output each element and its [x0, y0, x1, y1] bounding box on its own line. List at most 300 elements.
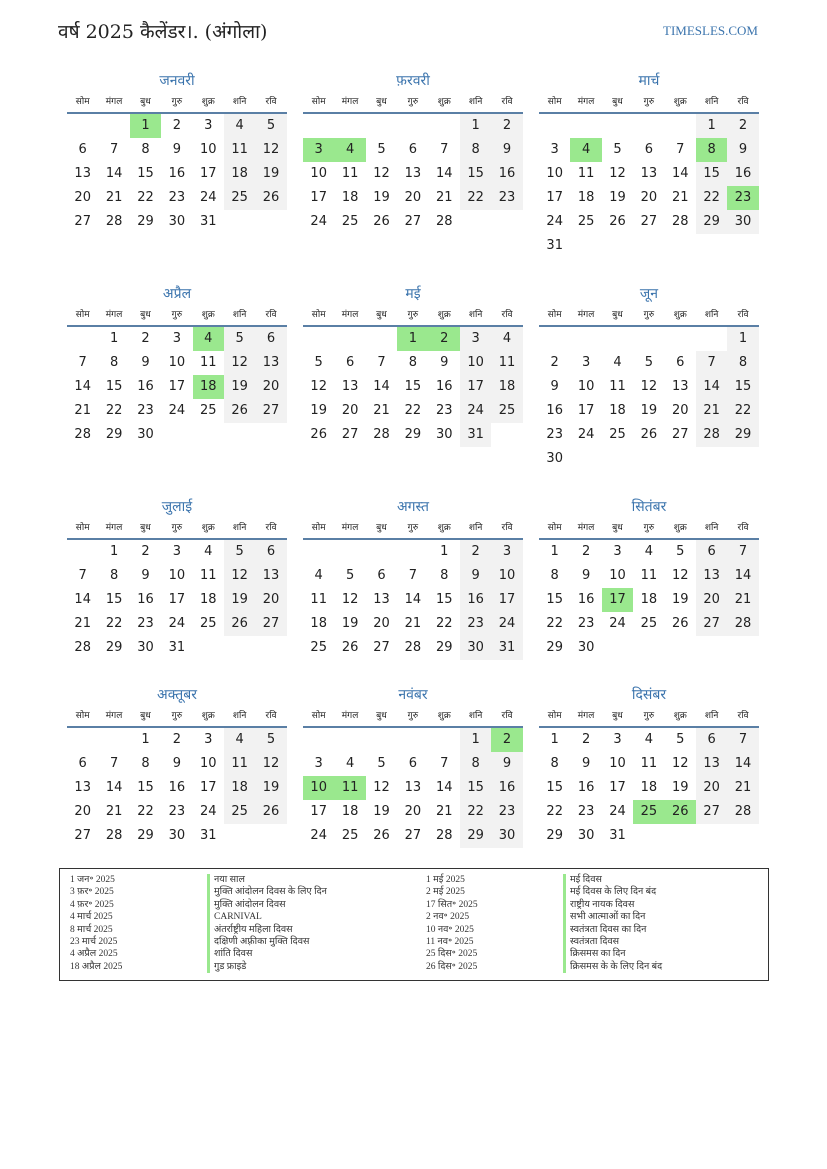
- day-cell: 14: [696, 375, 727, 399]
- day-cell: 5: [676, 732, 685, 747]
- day-cell: 16: [491, 776, 522, 800]
- weekday-label: बुध: [140, 310, 151, 320]
- day-cell: 14: [74, 379, 91, 394]
- day-cell: 1: [696, 114, 727, 138]
- day-cell: 2: [429, 327, 460, 351]
- day-cell: 4: [193, 327, 224, 351]
- week-row: [539, 752, 759, 776]
- day-cell: 20: [696, 588, 727, 612]
- day-cell: 24: [609, 804, 626, 819]
- day-cell: 8: [550, 568, 559, 583]
- day-cell: 4: [491, 327, 522, 351]
- week-row: [303, 375, 523, 399]
- day-cell: 11: [334, 776, 365, 800]
- day-cell: 14: [435, 780, 453, 795]
- day-cell: 18: [609, 403, 626, 418]
- week-row: [303, 327, 523, 351]
- week-row: [539, 776, 759, 800]
- day-cell: 31: [460, 423, 491, 447]
- day-cell: 28: [373, 427, 390, 442]
- day-cell: 27: [341, 427, 359, 442]
- empty-cell: [665, 114, 696, 138]
- weekday-label: शुक्र: [673, 310, 687, 320]
- empty-cell: [255, 824, 286, 848]
- day-cell: 8: [141, 142, 150, 157]
- day-cell: 8: [460, 752, 491, 776]
- weekday-label: शनि: [232, 97, 247, 107]
- day-cell: 6: [408, 142, 417, 157]
- holiday-date: 23 मार्च 2025: [70, 937, 118, 948]
- weekday-label: शनि: [468, 97, 483, 107]
- day-cell: 16: [137, 379, 154, 394]
- day-cell: 6: [408, 756, 417, 771]
- weekday-label: बुध: [140, 711, 151, 721]
- empty-cell: [255, 636, 286, 660]
- day-cell: 17: [602, 588, 633, 612]
- day-cell: 31: [491, 636, 522, 660]
- day-cell: 21: [404, 616, 422, 631]
- weekday-label: सोम: [75, 523, 90, 533]
- day-cell: 3: [491, 540, 522, 564]
- week-row: [303, 612, 523, 636]
- day-cell: 9: [172, 142, 181, 157]
- holiday-date: 4 फ़र॰ 2025: [70, 899, 114, 910]
- day-cell: 31: [609, 828, 626, 843]
- day-cell: 11: [224, 752, 255, 776]
- month-4: [67, 283, 287, 447]
- empty-cell: [303, 114, 334, 138]
- empty-cell: [460, 210, 491, 234]
- empty-cell: [696, 824, 727, 848]
- empty-cell: [224, 210, 255, 234]
- day-cell: 22: [460, 800, 491, 824]
- weekday-label: शनि: [232, 523, 247, 533]
- day-cell: 6: [696, 728, 727, 752]
- day-cell: 12: [224, 351, 255, 375]
- day-cell: 1: [141, 732, 150, 747]
- weekday-label: गुरु: [407, 523, 419, 533]
- day-cell: 7: [440, 756, 449, 771]
- day-cell: 4: [570, 138, 601, 162]
- empty-cell: [696, 234, 727, 258]
- day-cell: 20: [404, 804, 422, 819]
- weekday-label: सोम: [311, 711, 326, 721]
- weekday-label: रवि: [265, 310, 277, 320]
- day-cell: 10: [168, 568, 186, 583]
- day-cell: 17: [168, 379, 186, 394]
- day-cell: 3: [613, 732, 622, 747]
- day-cell: 29: [546, 640, 563, 655]
- holiday-name: मई दिवस के लिए दिन बंद: [563, 886, 662, 898]
- empty-cell: [633, 636, 664, 660]
- day-cell: 12: [671, 568, 689, 583]
- weekday-label: मंगल: [105, 523, 123, 533]
- weekday-label: शुक्र: [201, 310, 215, 320]
- month-name: मई: [405, 286, 421, 302]
- day-cell: 9: [550, 379, 559, 394]
- week-row: [67, 423, 287, 447]
- empty-cell: [303, 728, 334, 752]
- day-cell: 27: [640, 214, 658, 229]
- week-row: [303, 800, 523, 824]
- holiday-name: मुक्ति आंदोलन दिवस के लिए दिन: [207, 886, 327, 898]
- week-row: [303, 752, 523, 776]
- weekday-label: शुक्र: [673, 97, 687, 107]
- day-cell: 10: [460, 351, 491, 375]
- week-row: [539, 728, 759, 752]
- weekday-label: शुक्र: [673, 523, 687, 533]
- weekday-header: [303, 307, 523, 327]
- week-row: [303, 564, 523, 588]
- day-cell: 5: [255, 114, 286, 138]
- week-row: [303, 588, 523, 612]
- holiday-date: 18 अप्रैल 2025: [70, 961, 123, 972]
- day-cell: 17: [199, 166, 217, 181]
- week-row: [303, 210, 523, 234]
- day-cell: 11: [199, 355, 217, 370]
- day-cell: 26: [255, 186, 286, 210]
- day-cell: 1: [440, 544, 449, 559]
- day-cell: 25: [577, 214, 595, 229]
- day-cell: 21: [671, 190, 689, 205]
- empty-cell: [67, 327, 98, 351]
- day-cell: 6: [696, 540, 727, 564]
- day-cell: 5: [644, 355, 653, 370]
- month-name: जनवरी: [159, 73, 195, 89]
- day-cell: 13: [74, 166, 91, 181]
- week-row: [539, 186, 759, 210]
- weekday-label: मंगल: [577, 523, 595, 533]
- day-cell: 30: [435, 427, 453, 442]
- day-cell: 7: [408, 568, 417, 583]
- holiday-dates-left: [70, 874, 122, 973]
- month-name: फ़रवरी: [396, 73, 430, 89]
- day-cell: 24: [310, 214, 327, 229]
- day-cell: 11: [491, 351, 522, 375]
- weekday-header: [539, 708, 759, 728]
- day-cell: 24: [168, 403, 186, 418]
- week-row: [67, 210, 287, 234]
- day-cell: 19: [373, 190, 390, 205]
- day-cell: 5: [314, 355, 323, 370]
- day-cell: 11: [199, 568, 217, 583]
- weekday-label: गुरु: [407, 97, 419, 107]
- day-cell: 11: [310, 592, 327, 607]
- empty-cell: [491, 210, 522, 234]
- day-cell: 28: [727, 612, 758, 636]
- holiday-name: दक्षिणी अफ़्रीका मुक्ति दिवस: [207, 936, 327, 948]
- week-row: [303, 186, 523, 210]
- day-cell: 15: [460, 776, 491, 800]
- day-cell: 22: [137, 804, 154, 819]
- day-cell: 23: [137, 403, 154, 418]
- empty-cell: [193, 423, 224, 447]
- day-cell: 29: [404, 427, 422, 442]
- holiday-name: स्वतंत्रता दिवस का दिन: [563, 924, 662, 936]
- day-cell: 6: [255, 327, 286, 351]
- day-cell: 21: [105, 190, 123, 205]
- day-cell: 26: [671, 616, 689, 631]
- day-cell: 10: [577, 379, 595, 394]
- month-3: [539, 70, 759, 258]
- day-cell: 19: [671, 592, 689, 607]
- weekday-label: रवि: [501, 310, 513, 320]
- empty-cell: [727, 234, 758, 258]
- day-cell: 23: [491, 800, 522, 824]
- day-cell: 21: [74, 403, 91, 418]
- day-cell: 1: [460, 114, 491, 138]
- day-cell: 26: [373, 828, 390, 843]
- empty-cell: [633, 447, 664, 471]
- day-cell: 2: [172, 732, 181, 747]
- holiday-name: मुक्ति आंदोलन दिवस: [207, 899, 327, 911]
- day-cell: 9: [581, 756, 591, 771]
- day-cell: 18: [640, 592, 658, 607]
- empty-cell: [366, 728, 397, 752]
- day-cell: 12: [255, 138, 286, 162]
- day-cell: 24: [310, 828, 327, 843]
- day-cell: 30: [137, 427, 154, 442]
- weekday-label: बुध: [140, 523, 151, 533]
- weekday-label: सोम: [547, 310, 562, 320]
- month-name: सितंबर: [631, 499, 667, 515]
- day-cell: 9: [491, 138, 522, 162]
- empty-cell: [727, 636, 758, 660]
- week-row: [539, 138, 759, 162]
- weekday-label: बुध: [612, 711, 623, 721]
- day-cell: 16: [137, 592, 154, 607]
- day-cell: 22: [435, 616, 453, 631]
- empty-cell: [696, 327, 727, 351]
- holiday-name: CARNIVAL: [207, 911, 327, 923]
- day-cell: 8: [727, 351, 758, 375]
- day-cell: 12: [609, 166, 626, 181]
- weekday-label: गुरु: [643, 711, 655, 721]
- week-row: [303, 776, 523, 800]
- weekday-header: [67, 708, 287, 728]
- day-cell: 1: [727, 327, 758, 351]
- day-cell: 8: [440, 568, 449, 583]
- day-cell: 18: [199, 592, 217, 607]
- day-cell: 23: [491, 186, 522, 210]
- day-cell: 17: [491, 588, 522, 612]
- empty-cell: [366, 114, 397, 138]
- day-cell: 22: [460, 186, 491, 210]
- day-cell: 14: [727, 564, 758, 588]
- day-cell: 30: [460, 636, 491, 660]
- day-cell: 11: [341, 166, 359, 181]
- week-row: [303, 824, 523, 848]
- day-cell: 4: [644, 732, 653, 747]
- day-cell: 26: [373, 214, 390, 229]
- day-cell: 27: [255, 612, 286, 636]
- week-row: [67, 327, 287, 351]
- day-cell: 13: [671, 379, 689, 394]
- week-row: [539, 423, 759, 447]
- day-cell: 13: [255, 564, 286, 588]
- week-row: [539, 447, 759, 471]
- day-cell: 22: [105, 403, 123, 418]
- day-cell: 9: [460, 564, 491, 588]
- day-cell: 23: [577, 616, 595, 631]
- day-cell: 4: [334, 138, 365, 162]
- day-cell: 21: [435, 190, 453, 205]
- day-cell: 30: [577, 640, 595, 655]
- day-cell: 9: [141, 355, 150, 370]
- weekday-label: गुरु: [171, 711, 183, 721]
- day-cell: 10: [609, 568, 626, 583]
- day-cell: 15: [546, 592, 563, 607]
- day-cell: 25: [609, 427, 626, 442]
- empty-cell: [665, 234, 696, 258]
- day-cell: 1: [460, 728, 491, 752]
- week-row: [67, 752, 287, 776]
- day-cell: 28: [105, 828, 123, 843]
- weekday-label: गुरु: [171, 97, 183, 107]
- empty-cell: [633, 234, 664, 258]
- day-cell: 29: [696, 210, 727, 234]
- empty-cell: [570, 447, 601, 471]
- day-cell: 17: [199, 780, 217, 795]
- weekday-label: रवि: [501, 97, 513, 107]
- day-cell: 27: [404, 828, 422, 843]
- day-cell: 17: [460, 375, 491, 399]
- weekday-header: [539, 94, 759, 114]
- weekday-label: गुरु: [407, 310, 419, 320]
- day-cell: 21: [373, 403, 390, 418]
- weekday-label: रवि: [265, 97, 277, 107]
- day-cell: 27: [255, 399, 286, 423]
- weekday-label: बुध: [612, 310, 623, 320]
- holiday-list: [59, 868, 769, 981]
- week-row: [539, 612, 759, 636]
- day-cell: 4: [345, 756, 355, 771]
- empty-cell: [602, 636, 633, 660]
- day-cell: 30: [546, 451, 563, 466]
- weekday-header: [67, 307, 287, 327]
- weekday-header: [539, 520, 759, 540]
- day-cell: 1: [109, 544, 119, 559]
- weekday-label: रवि: [501, 523, 513, 533]
- weekday-label: गुरु: [643, 523, 655, 533]
- day-cell: 5: [255, 728, 286, 752]
- week-row: [67, 162, 287, 186]
- weekday-label: मंगल: [341, 711, 359, 721]
- week-row: [539, 162, 759, 186]
- day-cell: 11: [640, 568, 658, 583]
- holiday-date: 26 दिस॰ 2025: [426, 961, 478, 972]
- weekday-header: [67, 520, 287, 540]
- week-row: [539, 540, 759, 564]
- empty-cell: [491, 423, 522, 447]
- page-title: वर्ष 2025 कैलेंडर।. (अंगोला): [58, 21, 268, 43]
- day-cell: 4: [644, 544, 653, 559]
- day-cell: 26: [640, 427, 658, 442]
- day-cell: 21: [435, 804, 453, 819]
- day-cell: 23: [546, 427, 563, 442]
- day-cell: 20: [373, 616, 390, 631]
- weekday-label: मंगल: [341, 523, 359, 533]
- day-cell: 14: [404, 592, 422, 607]
- day-cell: 20: [671, 403, 689, 418]
- day-cell: 30: [137, 640, 154, 655]
- day-cell: 11: [224, 138, 255, 162]
- day-cell: 13: [696, 752, 727, 776]
- day-cell: 25: [341, 214, 359, 229]
- day-cell: 29: [727, 423, 758, 447]
- empty-cell: [665, 824, 696, 848]
- day-cell: 18: [640, 780, 658, 795]
- day-cell: 18: [224, 776, 255, 800]
- day-cell: 19: [671, 780, 689, 795]
- day-cell: 20: [341, 403, 359, 418]
- weekday-label: मंगल: [577, 97, 595, 107]
- brand-link[interactable]: TIMESLES.COM: [663, 23, 758, 38]
- day-cell: 14: [727, 752, 758, 776]
- holiday-names-right: [563, 874, 662, 973]
- empty-cell: [255, 423, 286, 447]
- week-row: [539, 327, 759, 351]
- weekday-header: [303, 520, 523, 540]
- month-name: अप्रैल: [162, 286, 192, 302]
- day-cell: 2: [141, 544, 150, 559]
- week-row: [539, 399, 759, 423]
- day-cell: 1: [109, 331, 119, 346]
- empty-cell: [696, 636, 727, 660]
- day-cell: 12: [255, 752, 286, 776]
- weekday-label: सोम: [547, 523, 562, 533]
- weekday-label: गुरु: [407, 711, 419, 721]
- weekday-label: गुरु: [171, 310, 183, 320]
- day-cell: 17: [546, 190, 563, 205]
- month-7: [67, 496, 287, 660]
- day-cell: 16: [577, 780, 595, 795]
- weekday-label: रवि: [737, 523, 749, 533]
- weekday-label: रवि: [501, 711, 513, 721]
- day-cell: 16: [727, 162, 758, 186]
- day-cell: 16: [546, 403, 563, 418]
- day-cell: 21: [105, 804, 123, 819]
- day-cell: 26: [224, 612, 255, 636]
- day-cell: 31: [546, 238, 563, 253]
- weekday-label: शनि: [232, 310, 247, 320]
- weekday-label: शुक्र: [437, 310, 451, 320]
- weekday-label: बुध: [376, 310, 387, 320]
- week-row: [67, 824, 287, 848]
- day-cell: 16: [577, 592, 595, 607]
- day-cell: 8: [109, 355, 119, 370]
- empty-cell: [602, 447, 633, 471]
- day-cell: 14: [105, 166, 123, 181]
- day-cell: 29: [546, 828, 563, 843]
- holiday-name: क्रिसमस के के लिए दिन बंद: [563, 961, 662, 973]
- day-cell: 7: [377, 355, 386, 370]
- week-row: [539, 114, 759, 138]
- week-row: [303, 423, 523, 447]
- weekday-label: रवि: [737, 310, 749, 320]
- day-cell: 30: [727, 210, 758, 234]
- holiday-date: 8 मार्च 2025: [70, 924, 113, 935]
- day-cell: 4: [204, 544, 213, 559]
- day-cell: 20: [696, 776, 727, 800]
- day-cell: 10: [546, 166, 563, 181]
- day-cell: 17: [577, 403, 595, 418]
- day-cell: 24: [168, 616, 186, 631]
- day-cell: 7: [727, 540, 758, 564]
- day-cell: 2: [141, 331, 150, 346]
- day-cell: 30: [168, 828, 186, 843]
- month-2: [303, 70, 523, 234]
